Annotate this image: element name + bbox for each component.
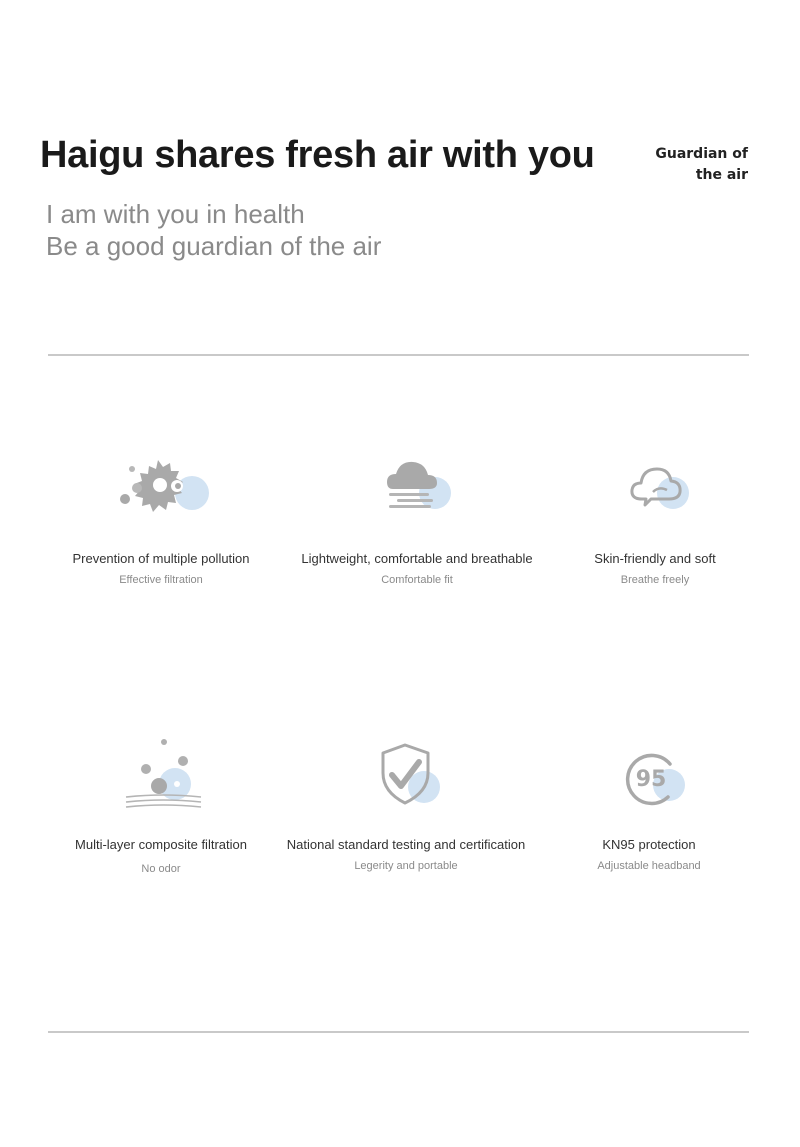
shield-check-icon xyxy=(346,735,466,815)
badge-line-1: Guardian of xyxy=(655,146,748,162)
virus-gear-icon xyxy=(101,455,221,517)
feature-desc: Legerity and portable xyxy=(354,860,458,872)
feature-title: KN95 protection xyxy=(602,837,696,852)
cloud-wind-icon xyxy=(357,455,477,517)
feature-multilayer xyxy=(36,735,286,875)
subheadline-line-1: I am with you in health xyxy=(46,199,305,229)
guardian-badge xyxy=(655,144,748,186)
feature-skin-friendly xyxy=(530,455,780,586)
kn95-badge-icon xyxy=(589,735,709,815)
feature-title: Prevention of multiple pollution xyxy=(72,551,250,566)
feature-title: National standard testing and certification xyxy=(286,837,526,852)
feature-kn95 xyxy=(524,735,774,872)
feature-title: Skin-friendly and soft xyxy=(594,551,716,566)
cloud-outline-icon xyxy=(595,455,715,517)
feature-desc: No odor xyxy=(141,863,181,875)
feature-desc: Adjustable headband xyxy=(597,860,701,872)
subheadline xyxy=(46,198,381,262)
feature-desc: Breathe freely xyxy=(620,574,690,586)
subheadline-line-2: Be a good guardian of the air xyxy=(46,231,382,261)
feature-desc: Effective filtration xyxy=(119,574,203,586)
feature-desc: Comfortable fit xyxy=(381,574,453,586)
badge-line-2: the air xyxy=(695,167,748,183)
feature-lightweight xyxy=(292,455,542,586)
svg-text:95: 95 xyxy=(635,767,667,792)
bubbles-layers-icon xyxy=(101,735,221,815)
feature-pollution xyxy=(36,455,286,586)
page-headline: Haigu shares fresh air with you xyxy=(40,134,595,176)
top-divider xyxy=(48,354,749,356)
feature-title: Multi-layer composite filtration xyxy=(75,837,247,852)
feature-title: Lightweight, comfortable and breathable xyxy=(301,551,533,566)
bottom-divider xyxy=(48,1031,749,1033)
feature-certification xyxy=(281,735,531,872)
